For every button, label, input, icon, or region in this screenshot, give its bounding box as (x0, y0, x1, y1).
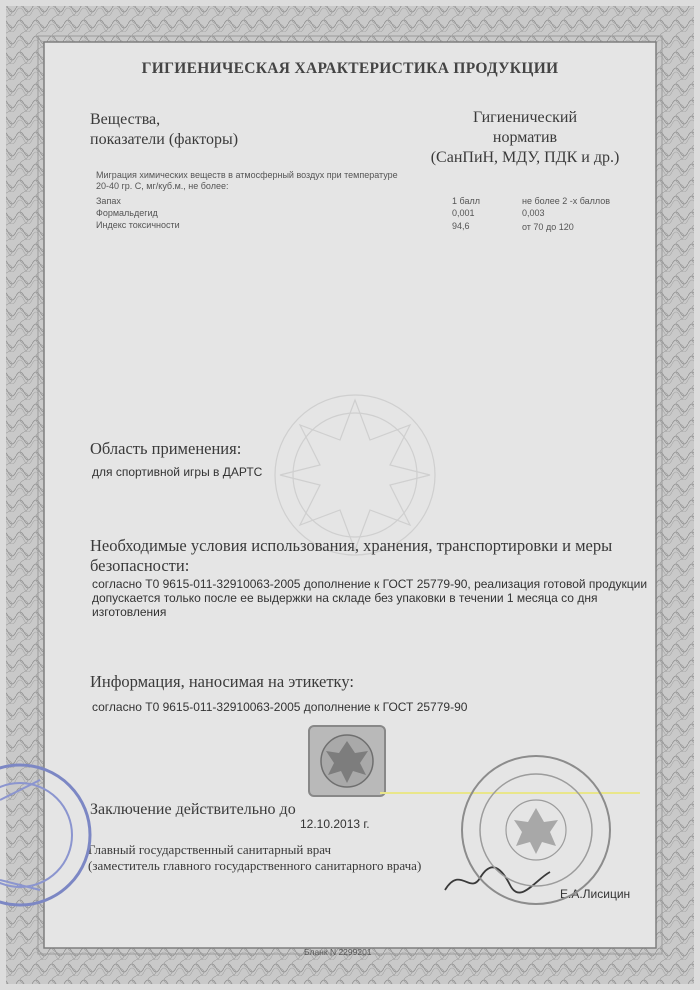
substances-header (90, 110, 238, 150)
conditions-text-1: согласно Т0 9615-011-32910063-2005 дополнение к ГОСТ 25779-90, реализация готовой продукции (92, 577, 648, 591)
row-name-toxicity: Индекс токсичности (96, 220, 180, 230)
label-info-heading: Информация, наносимая на этикетку: (90, 672, 354, 691)
signer-name: Е.А.Лисицин (560, 887, 631, 901)
conditions-heading-2: безопасности: (90, 556, 190, 575)
conditions-heading-1: Необходимые условия использования, хранения, транспортировки и меры (90, 536, 613, 555)
blank-number: Бланк N 2299201 (304, 947, 372, 957)
row-value-formaldehyde: 0,001 (452, 208, 475, 218)
substances-header-line-1: Вещества, (90, 111, 161, 128)
document-title: ГИГИЕНИЧЕСКАЯ ХАРАКТЕРИСТИКА ПРОДУКЦИИ (141, 60, 559, 77)
application-text: для спортивной игры в ДАРТС (92, 465, 263, 479)
row-norm-formaldehyde: 0,003 (522, 208, 545, 218)
row-name-formaldehyde: Формальдегид (96, 208, 158, 218)
conditions-text-3: изготовления (92, 605, 167, 619)
substances-header-line-2: показатели (факторы) (90, 131, 239, 148)
label-info-text: согласно Т0 9615-011-32910063-2005 дополнение к ГОСТ 25779-90 (92, 700, 468, 714)
conclusion-date: 12.10.2013 г. (300, 817, 370, 831)
norm-header-line-3: (СанПиН, МДУ, ПДК и др.) (430, 149, 620, 166)
row-value-odor: 1 балл (452, 196, 480, 206)
partial-stamp-left (0, 740, 95, 930)
conclusion-heading: Заключение действительно до (90, 801, 296, 818)
row-value-toxicity: 94,6 (452, 221, 470, 231)
row-norm-odor: не более 2 -х баллов (522, 196, 611, 206)
signer-subtitle: (заместитель главного государственного санитарного врача) (88, 858, 422, 873)
application-heading: Область применения: (90, 439, 242, 458)
norm-header-line-1: Гигиенический (472, 109, 578, 126)
emblem-seal (308, 725, 386, 797)
migration-intro-1: Миграция химических веществ в атмосферный воздух при температуре (96, 170, 398, 180)
norm-header-line-2: норматив (492, 129, 558, 146)
row-norm-toxicity: от 70 до 120 (522, 222, 574, 232)
official-stamp (456, 750, 616, 910)
conditions-text-2: допускается только после ее выдержки на складе без упаковки в течении 1 месяца со дня (92, 591, 598, 605)
norm-header (420, 108, 630, 168)
migration-intro-2: 20-40 гр. С, мг/куб.м., не более: (96, 181, 229, 191)
row-name-odor: Запах (96, 196, 121, 206)
signer-title: Главный государственный санитарный врач (88, 842, 332, 857)
